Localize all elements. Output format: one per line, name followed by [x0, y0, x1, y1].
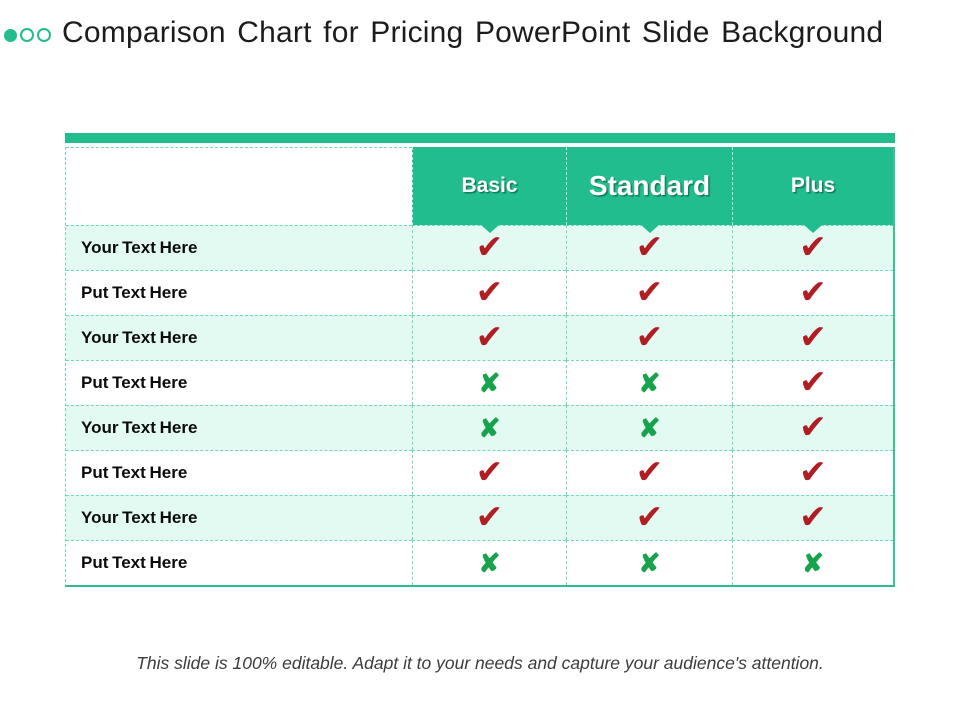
- mark-cell-basic: [412, 495, 566, 540]
- mark-cell-plus: [732, 540, 893, 585]
- check-icon: ✔: [475, 452, 504, 490]
- cross-icon: ✘: [638, 548, 661, 578]
- mark-cell-basic: [412, 540, 566, 585]
- mark-cell-plus: [732, 495, 893, 540]
- bullet-outline-icon: [20, 28, 34, 42]
- mark-cell-basic: [412, 405, 566, 450]
- check-icon: ✔: [799, 227, 827, 265]
- mark-cell-standard: [566, 495, 732, 540]
- footer-note: This slide is 100% editable. Adapt it to your needs and capture your audience's attention.: [136, 653, 824, 673]
- mark-cell-standard: [566, 540, 732, 585]
- check-icon: ✔: [475, 272, 504, 310]
- mark-cell-basic: [412, 450, 566, 495]
- table-row: [66, 450, 893, 495]
- row-label: Put Text Here: [66, 540, 412, 585]
- cross-icon: ✘: [638, 368, 661, 398]
- column-header-standard: Standard: [566, 147, 732, 225]
- table-row: [66, 360, 893, 405]
- check-icon: ✔: [635, 497, 664, 535]
- mark-cell-standard: [566, 450, 732, 495]
- cross-icon: ✘: [478, 368, 501, 398]
- header-cell-empty: [66, 147, 412, 225]
- mark-cell-standard: [566, 270, 732, 315]
- mark-cell-plus: [732, 405, 893, 450]
- slide-header: [4, 16, 883, 50]
- check-icon: ✔: [635, 272, 664, 310]
- mark-cell-basic: [412, 270, 566, 315]
- cross-icon: ✘: [802, 548, 824, 578]
- table-body: [66, 225, 893, 585]
- check-icon: ✔: [799, 317, 827, 355]
- check-icon: ✔: [799, 362, 827, 400]
- mark-cell-plus: [732, 360, 893, 405]
- table-header-row: [66, 147, 893, 225]
- mark-cell-standard: [566, 360, 732, 405]
- row-label: Your Text Here: [66, 225, 412, 270]
- check-icon: ✔: [635, 227, 664, 265]
- page-title: Comparison Chart for Pricing PowerPoint Slide Background: [62, 16, 884, 49]
- mark-cell-plus: [732, 315, 893, 360]
- row-label: Your Text Here: [66, 405, 412, 450]
- table-row: [66, 495, 893, 540]
- check-icon: ✔: [475, 497, 504, 535]
- mark-cell-plus: [732, 450, 893, 495]
- mark-cell-standard: [566, 405, 732, 450]
- column-header-basic: Basic: [412, 147, 566, 225]
- title-bullets: [4, 28, 51, 42]
- bullet-filled-icon: [4, 29, 17, 42]
- check-icon: ✔: [635, 452, 664, 490]
- row-label: Put Text Here: [66, 450, 412, 495]
- mark-cell-standard: [566, 315, 732, 360]
- comparison-table: [65, 133, 895, 587]
- cross-icon: ✘: [478, 548, 501, 578]
- check-icon: ✔: [635, 317, 664, 355]
- bullet-outline-icon: [37, 28, 51, 42]
- row-label: Put Text Here: [66, 270, 412, 315]
- table-row: [66, 225, 893, 270]
- mark-cell-basic: [412, 360, 566, 405]
- mark-cell-plus: [732, 270, 893, 315]
- table-top-strip: [65, 133, 895, 143]
- cross-icon: ✘: [478, 413, 501, 443]
- table-row: [66, 405, 893, 450]
- column-header-plus: Plus: [732, 147, 893, 225]
- row-label: Put Text Here: [66, 360, 412, 405]
- table-row: [66, 270, 893, 315]
- row-label: Your Text Here: [66, 315, 412, 360]
- check-icon: ✔: [799, 407, 827, 445]
- cross-icon: ✘: [638, 413, 661, 443]
- check-icon: ✔: [475, 317, 504, 355]
- mark-cell-basic: [412, 315, 566, 360]
- table-row: [66, 540, 893, 585]
- row-label: Your Text Here: [66, 495, 412, 540]
- pricing-table: [65, 147, 895, 587]
- check-icon: ✔: [475, 227, 504, 265]
- check-icon: ✔: [799, 497, 827, 535]
- check-icon: ✔: [799, 272, 827, 310]
- check-icon: ✔: [799, 452, 827, 490]
- table-row: [66, 315, 893, 360]
